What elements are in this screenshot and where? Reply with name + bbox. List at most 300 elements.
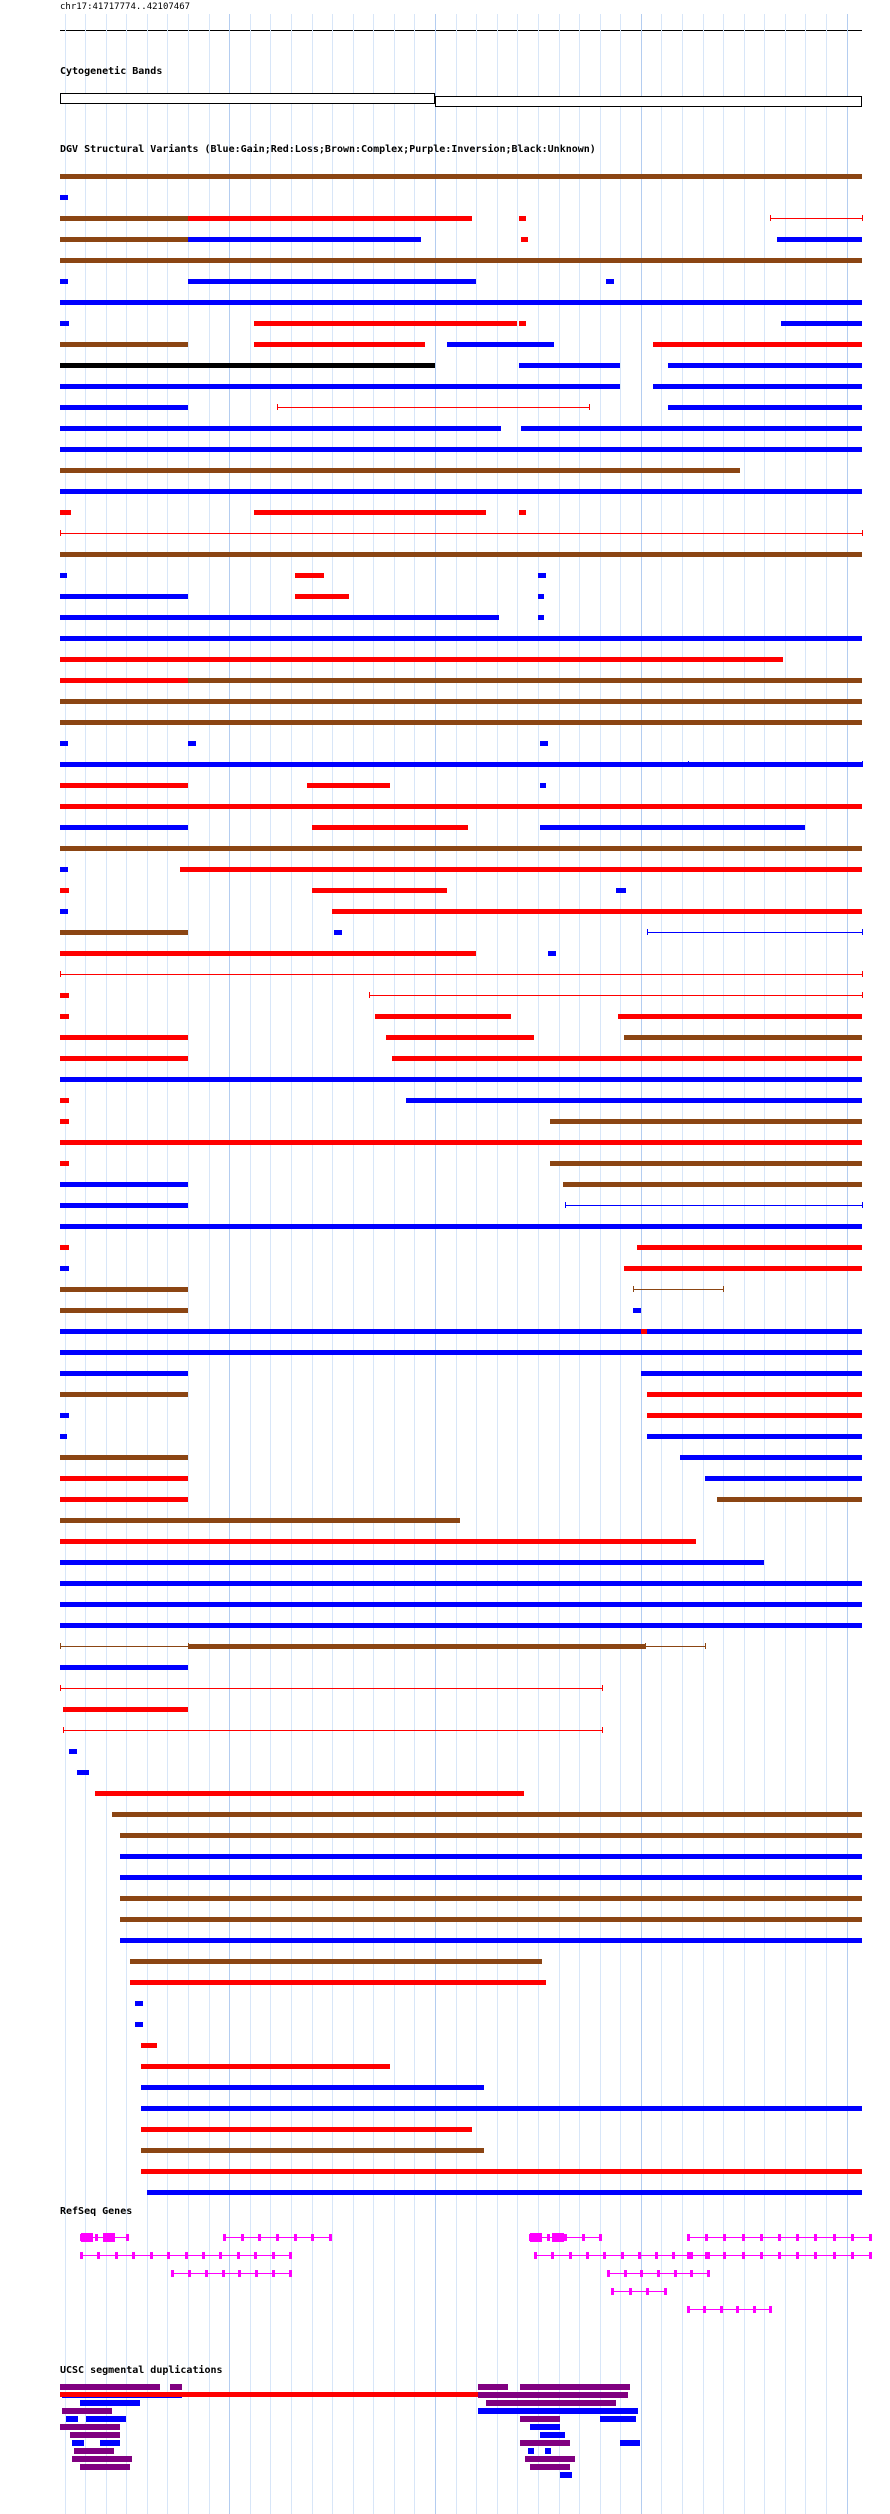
variant-bar bbox=[386, 1035, 534, 1040]
variant-bar bbox=[130, 1980, 546, 1985]
gene-exon bbox=[311, 2234, 314, 2241]
gene-exon bbox=[796, 2252, 799, 2259]
gene-exon bbox=[869, 2252, 872, 2259]
variant-line bbox=[60, 974, 862, 975]
variant-bar bbox=[295, 573, 324, 578]
variant-bar bbox=[188, 657, 783, 662]
variant-bar bbox=[540, 825, 805, 830]
variant-bar bbox=[312, 825, 468, 830]
gene-exon bbox=[664, 2288, 667, 2295]
variant-bar bbox=[618, 1014, 862, 1019]
variant-bar bbox=[447, 342, 554, 347]
gene-exon bbox=[80, 2252, 83, 2259]
variant-bar bbox=[60, 195, 68, 200]
gene-exon bbox=[126, 2234, 129, 2241]
variant-bar bbox=[60, 300, 862, 305]
grid-line bbox=[250, 14, 251, 2514]
variant-bar bbox=[548, 951, 556, 956]
variant-line bbox=[770, 218, 862, 219]
variant-line bbox=[60, 1646, 188, 1647]
gene-exon bbox=[655, 2252, 658, 2259]
segdup-block bbox=[72, 2456, 132, 2462]
variant-line bbox=[60, 1688, 602, 1689]
variant-bar bbox=[188, 426, 501, 431]
grid-line bbox=[106, 14, 107, 2514]
variant-line-cap bbox=[862, 1202, 863, 1208]
gene-exon bbox=[603, 2252, 606, 2259]
variant-bar bbox=[188, 384, 554, 389]
variant-bar bbox=[60, 174, 862, 179]
segdup-block bbox=[525, 2456, 575, 2462]
variant-bar bbox=[668, 363, 862, 368]
variant-line-cap bbox=[645, 1643, 646, 1649]
gene-exon bbox=[171, 2270, 174, 2277]
variant-line bbox=[369, 995, 862, 996]
gene-exon bbox=[833, 2252, 836, 2259]
gene-exon bbox=[599, 2234, 602, 2241]
gene-exon bbox=[219, 2252, 222, 2259]
variant-bar bbox=[254, 342, 425, 347]
variant-bar bbox=[624, 1266, 862, 1271]
variant-line-cap bbox=[60, 530, 61, 536]
segdup-block bbox=[86, 2416, 126, 2422]
grid-line bbox=[373, 14, 374, 2514]
variant-bar bbox=[60, 720, 862, 725]
gene-exon bbox=[167, 2252, 170, 2259]
variant-bar bbox=[606, 279, 614, 284]
variant-bar bbox=[777, 237, 862, 242]
segdup-block bbox=[486, 2400, 616, 2406]
gene-exon bbox=[582, 2234, 585, 2241]
variant-bar bbox=[60, 1497, 188, 1502]
variant-bar bbox=[69, 1749, 77, 1754]
grid-line bbox=[785, 14, 786, 2514]
variant-line-cap bbox=[647, 929, 648, 935]
gene-exon bbox=[638, 2252, 641, 2259]
variant-bar bbox=[538, 573, 546, 578]
gene-exon bbox=[640, 2270, 643, 2277]
cytoband bbox=[435, 96, 862, 107]
variant-bar bbox=[60, 1224, 862, 1229]
variant-bar bbox=[188, 363, 435, 368]
segdup-block bbox=[70, 2432, 120, 2438]
variant-bar bbox=[141, 2085, 485, 2090]
variant-bar bbox=[60, 489, 862, 494]
variant-bar bbox=[120, 1896, 862, 1901]
variant-line-cap bbox=[277, 404, 278, 410]
variant-bar bbox=[60, 1182, 188, 1187]
gene-exon bbox=[607, 2270, 610, 2277]
grid-line bbox=[126, 14, 127, 2514]
gene-exon bbox=[778, 2234, 781, 2241]
gene-exon bbox=[778, 2252, 781, 2259]
variant-line bbox=[647, 932, 862, 933]
variant-bar bbox=[60, 909, 68, 914]
variant-bar bbox=[60, 1455, 188, 1460]
gene-exon bbox=[760, 2234, 763, 2241]
gene-exon bbox=[534, 2252, 537, 2259]
gene-exon bbox=[569, 2252, 572, 2259]
variant-bar bbox=[60, 657, 188, 662]
variant-line-cap bbox=[60, 971, 61, 977]
segdup-block bbox=[60, 2392, 480, 2397]
variant-bar bbox=[60, 426, 188, 431]
variant-line bbox=[60, 533, 862, 534]
grid-line bbox=[229, 14, 230, 2514]
variant-line-cap bbox=[60, 1685, 61, 1691]
gene-exon bbox=[255, 2270, 258, 2277]
variant-bar bbox=[60, 699, 862, 704]
variant-bar bbox=[60, 783, 188, 788]
variant-bar bbox=[141, 2106, 862, 2111]
gene-exon bbox=[723, 2234, 726, 2241]
grid-line bbox=[414, 14, 415, 2514]
variant-bar bbox=[188, 804, 862, 809]
gene-exon bbox=[796, 2234, 799, 2241]
gene-exon bbox=[222, 2270, 225, 2277]
variant-bar bbox=[519, 363, 620, 368]
variant-bar bbox=[60, 993, 69, 998]
variant-line-cap bbox=[862, 971, 863, 977]
segdup-block bbox=[530, 2424, 560, 2430]
grid-line bbox=[85, 14, 86, 2514]
variant-bar bbox=[141, 2043, 157, 2048]
variant-bar bbox=[60, 1518, 460, 1523]
gene-exon bbox=[624, 2270, 627, 2277]
position-label: chr17:41717774..42107467 bbox=[60, 2, 191, 12]
grid-line bbox=[147, 14, 148, 2514]
variant-bar bbox=[540, 384, 620, 389]
variant-bar bbox=[60, 1287, 188, 1292]
variant-line-cap bbox=[862, 530, 863, 536]
variant-line-cap bbox=[369, 992, 370, 998]
grid-line bbox=[332, 14, 333, 2514]
grid-line bbox=[805, 14, 806, 2514]
segdup-block bbox=[72, 2440, 84, 2446]
variant-bar bbox=[647, 1392, 862, 1397]
variant-bar bbox=[647, 1413, 862, 1418]
variant-bar bbox=[519, 321, 525, 326]
variant-bar bbox=[60, 342, 188, 347]
gene-exon bbox=[723, 2252, 726, 2259]
segdup-block bbox=[74, 2448, 114, 2454]
variant-bar bbox=[60, 678, 188, 683]
gene-exon bbox=[205, 2270, 208, 2277]
segdup-block bbox=[520, 2384, 630, 2390]
cytoband bbox=[60, 93, 435, 104]
segdup-block bbox=[62, 2408, 112, 2414]
variant-bar bbox=[312, 888, 448, 893]
gene-intron-line bbox=[612, 2291, 665, 2292]
gene-exon bbox=[657, 2270, 660, 2277]
variant-bar bbox=[254, 321, 517, 326]
grid-line bbox=[394, 14, 395, 2514]
variant-line-cap bbox=[633, 1286, 634, 1292]
gene-exon bbox=[258, 2234, 261, 2241]
gene-exon bbox=[687, 2306, 690, 2313]
variant-bar bbox=[668, 405, 862, 410]
variant-bar bbox=[653, 342, 862, 347]
variant-bar bbox=[60, 804, 188, 809]
gene-exon bbox=[646, 2288, 649, 2295]
grid-line bbox=[497, 14, 498, 2514]
segdup-block bbox=[478, 2408, 638, 2414]
grid-line bbox=[826, 14, 827, 2514]
variant-line bbox=[63, 1730, 602, 1731]
variant-bar bbox=[135, 2022, 143, 2027]
variant-line bbox=[277, 407, 590, 408]
gene-exon bbox=[254, 2252, 257, 2259]
variant-bar bbox=[141, 2148, 485, 2153]
variant-bar bbox=[60, 237, 188, 242]
variant-bar bbox=[60, 1119, 69, 1124]
variant-bar bbox=[63, 1707, 189, 1712]
variant-bar bbox=[60, 636, 862, 641]
section-title-segmental-duplications: UCSC segmental duplications bbox=[60, 2365, 223, 2376]
variant-bar bbox=[60, 615, 499, 620]
variant-bar bbox=[375, 1014, 511, 1019]
variant-bar bbox=[60, 867, 68, 872]
variant-bar bbox=[112, 1812, 862, 1817]
variant-bar bbox=[60, 1203, 188, 1208]
gene-exon bbox=[223, 2234, 226, 2241]
segdup-block bbox=[528, 2448, 534, 2454]
segdup-block bbox=[560, 2472, 572, 2478]
segdup-block bbox=[478, 2392, 628, 2398]
variant-bar bbox=[60, 258, 862, 263]
variant-line bbox=[688, 764, 862, 765]
variant-bar bbox=[563, 1182, 862, 1187]
gene-exon bbox=[629, 2288, 632, 2295]
variant-bar bbox=[521, 426, 862, 431]
section-title-cytogenetic-bands: Cytogenetic Bands bbox=[60, 66, 163, 77]
variant-bar bbox=[60, 951, 476, 956]
grid-line bbox=[641, 14, 642, 2514]
segdup-block bbox=[478, 2384, 508, 2390]
grid-line bbox=[579, 14, 580, 2514]
grid-line bbox=[188, 14, 189, 2514]
grid-line bbox=[559, 14, 560, 2514]
variant-line-cap bbox=[63, 1727, 64, 1733]
variant-bar bbox=[550, 1119, 862, 1124]
gene-exon bbox=[564, 2234, 567, 2241]
variant-bar bbox=[392, 1056, 862, 1061]
variant-bar bbox=[60, 1014, 69, 1019]
gene-exon bbox=[833, 2234, 836, 2241]
gene-exon bbox=[329, 2234, 332, 2241]
variant-bar bbox=[188, 279, 476, 284]
variant-bar bbox=[647, 1434, 862, 1439]
variant-bar bbox=[307, 783, 389, 788]
variant-bar bbox=[60, 279, 68, 284]
variant-line-cap bbox=[602, 1685, 603, 1691]
variant-line-cap bbox=[862, 215, 863, 221]
variant-bar bbox=[60, 1581, 862, 1586]
grid-line bbox=[167, 14, 168, 2514]
gene-exon bbox=[703, 2306, 706, 2313]
gene-exon bbox=[869, 2234, 872, 2241]
variant-bar bbox=[188, 1644, 645, 1649]
gene-exon bbox=[769, 2306, 772, 2313]
variant-bar bbox=[406, 1098, 862, 1103]
variant-bar bbox=[60, 846, 862, 851]
segdup-block bbox=[520, 2416, 560, 2422]
variant-bar bbox=[60, 762, 188, 767]
segdup-block bbox=[66, 2416, 78, 2422]
gene-exon bbox=[753, 2306, 756, 2313]
gene-exon bbox=[814, 2234, 817, 2241]
gene-exon bbox=[289, 2252, 292, 2259]
segdup-block bbox=[100, 2440, 120, 2446]
variant-bar bbox=[519, 216, 525, 221]
variant-bar bbox=[60, 1392, 188, 1397]
variant-bar bbox=[60, 447, 862, 452]
variant-bar bbox=[60, 594, 188, 599]
variant-bar bbox=[616, 888, 626, 893]
variant-bar bbox=[538, 615, 544, 620]
grid-line bbox=[764, 14, 765, 2514]
gene-exon bbox=[720, 2306, 723, 2313]
variant-bar bbox=[120, 1854, 862, 1859]
variant-line-cap bbox=[862, 929, 863, 935]
variant-bar bbox=[653, 384, 862, 389]
gene-exon bbox=[851, 2252, 854, 2259]
variant-bar bbox=[60, 1539, 696, 1544]
variant-bar bbox=[60, 1035, 188, 1040]
variant-line-cap bbox=[770, 215, 771, 221]
variant-bar bbox=[641, 1371, 862, 1376]
variant-bar bbox=[60, 1056, 188, 1061]
segdup-block bbox=[60, 2424, 120, 2430]
gene-exon bbox=[705, 2252, 708, 2259]
gene-exon bbox=[150, 2252, 153, 2259]
variant-bar bbox=[680, 1455, 862, 1460]
gene-exon bbox=[115, 2252, 118, 2259]
gene-exon bbox=[672, 2252, 675, 2259]
variant-bar bbox=[60, 1560, 764, 1565]
gene-exon bbox=[241, 2234, 244, 2241]
variant-bar bbox=[60, 1329, 862, 1334]
variant-bar bbox=[60, 321, 69, 326]
gene-exon bbox=[132, 2252, 135, 2259]
gene-exon bbox=[674, 2270, 677, 2277]
variant-line-cap bbox=[602, 1727, 603, 1733]
variant-bar bbox=[60, 930, 188, 935]
variant-bar bbox=[60, 1371, 188, 1376]
gene-exon bbox=[97, 2252, 100, 2259]
gene-exon bbox=[851, 2234, 854, 2241]
variant-bar bbox=[60, 825, 188, 830]
gene-exon bbox=[611, 2288, 614, 2295]
variant-bar bbox=[60, 216, 188, 221]
segdup-block bbox=[80, 2464, 130, 2470]
variant-bar bbox=[60, 552, 862, 557]
segdup-block bbox=[60, 2384, 160, 2390]
section-title-dgv: DGV Structural Variants (Blue:Gain;Red:Loss;Brown:Complex;Purple:Inversion;Black:Unknown) bbox=[60, 144, 596, 155]
variant-bar bbox=[334, 930, 342, 935]
variant-line-cap bbox=[688, 761, 689, 767]
variant-bar bbox=[135, 2001, 143, 2006]
gene-exon bbox=[188, 2270, 191, 2277]
gene-exon bbox=[272, 2252, 275, 2259]
variant-bar bbox=[130, 1959, 542, 1964]
variant-bar bbox=[120, 1833, 862, 1838]
variant-bar bbox=[637, 1245, 862, 1250]
grid-line bbox=[476, 14, 477, 2514]
variant-bar bbox=[60, 510, 71, 515]
variant-bar bbox=[254, 510, 487, 515]
variant-bar bbox=[60, 1602, 862, 1607]
variant-bar bbox=[77, 1770, 89, 1775]
gene-exon-block bbox=[81, 2233, 93, 2242]
variant-bar bbox=[188, 216, 472, 221]
variant-bar bbox=[60, 1077, 862, 1082]
variant-bar bbox=[60, 741, 68, 746]
grid-line bbox=[456, 14, 457, 2514]
variant-line-cap bbox=[565, 1202, 566, 1208]
gene-exon-block bbox=[530, 2233, 542, 2242]
gene-exon bbox=[238, 2270, 241, 2277]
gene-exon bbox=[814, 2252, 817, 2259]
variant-bar bbox=[120, 1875, 862, 1880]
variant-bar bbox=[521, 237, 527, 242]
segdup-block bbox=[540, 2432, 565, 2438]
gene-exon bbox=[705, 2234, 708, 2241]
segdup-block bbox=[620, 2440, 640, 2446]
grid-line bbox=[538, 14, 539, 2514]
variant-bar bbox=[60, 1476, 188, 1481]
variant-bar bbox=[60, 1623, 862, 1628]
segdup-block bbox=[600, 2416, 636, 2422]
gene-exon bbox=[276, 2234, 279, 2241]
variant-bar bbox=[332, 909, 862, 914]
gene-exon bbox=[272, 2270, 275, 2277]
variant-line-cap bbox=[705, 1643, 706, 1649]
variant-line bbox=[645, 1646, 705, 1647]
gene-exon bbox=[586, 2252, 589, 2259]
variant-bar bbox=[60, 888, 69, 893]
variant-bar bbox=[95, 1791, 523, 1796]
variant-bar bbox=[717, 1497, 862, 1502]
gene-exon bbox=[202, 2252, 205, 2259]
grid-line bbox=[517, 14, 518, 2514]
grid-line bbox=[270, 14, 271, 2514]
ruler-baseline bbox=[60, 30, 862, 31]
grid-line bbox=[65, 14, 66, 2514]
variant-line bbox=[633, 1289, 724, 1290]
gene-exon bbox=[760, 2252, 763, 2259]
variant-bar bbox=[141, 2127, 472, 2132]
variant-line-cap bbox=[723, 1286, 724, 1292]
variant-bar bbox=[60, 1434, 67, 1439]
grid-line bbox=[291, 14, 292, 2514]
gene-exon bbox=[547, 2234, 550, 2241]
variant-bar bbox=[188, 741, 196, 746]
variant-bar bbox=[60, 405, 188, 410]
segdup-block bbox=[530, 2464, 570, 2470]
variant-bar bbox=[60, 1308, 188, 1313]
grid-line bbox=[209, 14, 210, 2514]
gene-exon bbox=[687, 2252, 690, 2259]
gene-exon bbox=[621, 2252, 624, 2259]
variant-bar bbox=[540, 783, 546, 788]
variant-bar bbox=[519, 510, 525, 515]
variant-bar bbox=[60, 1266, 69, 1271]
variant-bar bbox=[641, 1329, 647, 1334]
variant-bar bbox=[312, 237, 421, 242]
gene-intron-line bbox=[688, 2309, 770, 2310]
gene-exon bbox=[185, 2252, 188, 2259]
